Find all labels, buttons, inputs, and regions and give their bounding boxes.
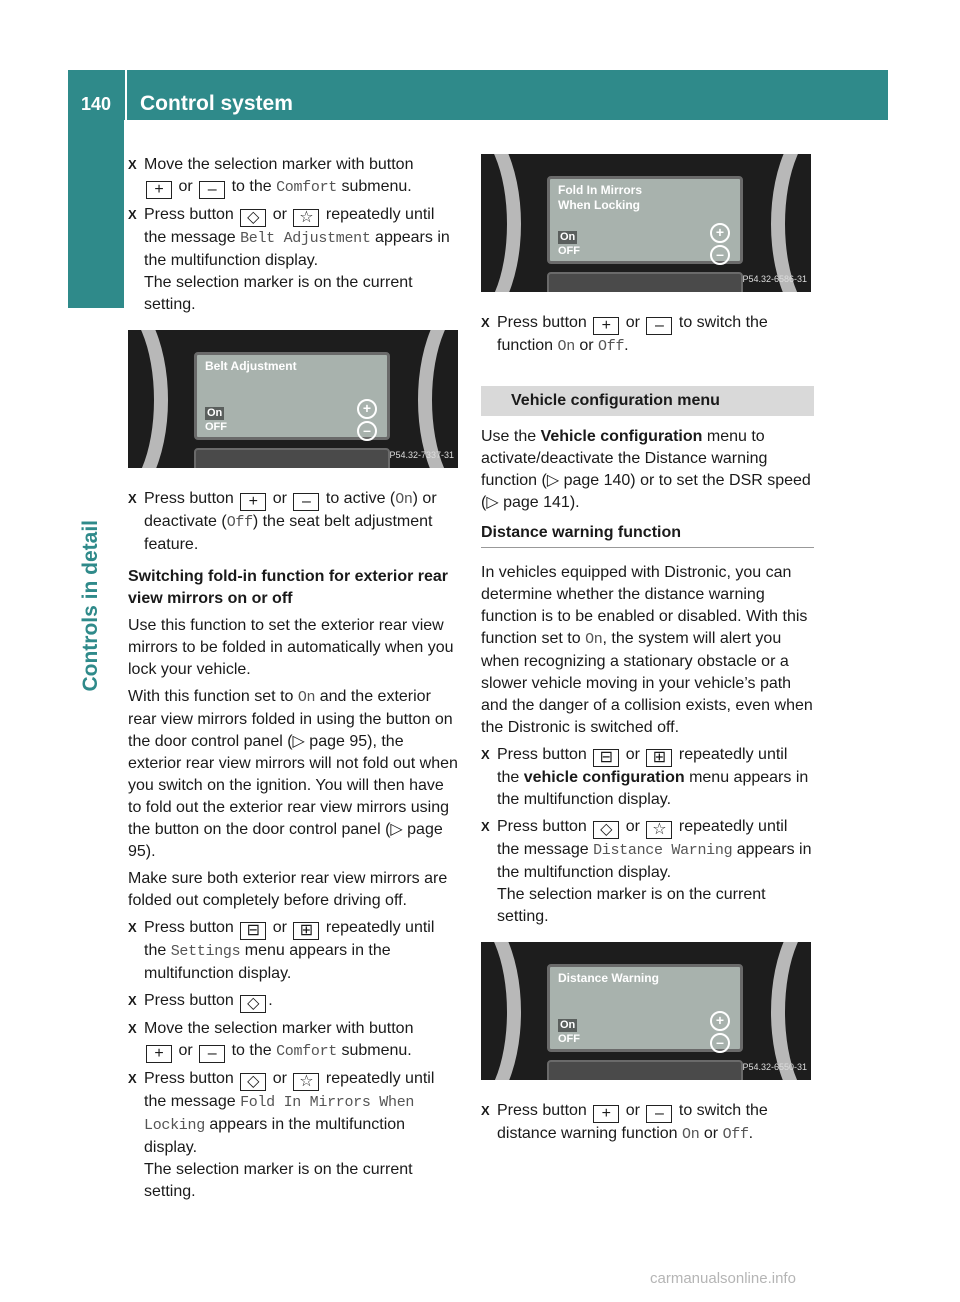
page-title: Control system (140, 92, 293, 115)
step-marker-icon: X (128, 491, 137, 506)
multifunction-display: Belt Adjustment On OFF + – (194, 352, 390, 440)
down-button-icon: ☆ (293, 1073, 319, 1091)
step-marker-icon: X (128, 157, 137, 172)
step: X Move the selection marker with button + or – to the Comfort submenu. (128, 1020, 414, 1062)
step: X Press button ◇ or ☆ repeatedly until the message Fold In Mirrors When Locking appears in the multifunction display. The selection marker is on the current setting. (128, 1070, 435, 1200)
minus-icon: – (710, 1033, 730, 1053)
up-button-icon: ◇ (240, 995, 266, 1013)
minus-icon: – (357, 421, 377, 441)
step-marker-icon: X (128, 993, 137, 1008)
down-button-icon: ☆ (646, 821, 672, 839)
plus-icon: + (357, 399, 377, 419)
side-label: Controls in detail (79, 520, 102, 692)
plus-button-icon: + (593, 317, 619, 335)
plus-button-icon: + (146, 1045, 172, 1063)
step: X Press button ◇ or ☆ repeatedly until the message Belt Adjustment appears in the multifunction display. The selection marker is on the current setting. (128, 206, 450, 313)
header-divider (125, 70, 127, 120)
back-button-icon: ⊟ (240, 922, 266, 940)
step-marker-icon: X (481, 1103, 490, 1118)
step: X Press button ⊟ or ⊞ repeatedly until the Settings menu appears in the multifunction display. (128, 919, 435, 982)
minus-button-icon: – (199, 1045, 225, 1063)
up-button-icon: ◇ (593, 821, 619, 839)
step: X Press button ⊟ or ⊞ repeatedly until the vehicle configuration menu appears in the multifunction display. (481, 746, 809, 808)
step-marker-icon: X (481, 747, 490, 762)
up-button-icon: ◇ (240, 1073, 266, 1091)
side-tab (68, 120, 124, 308)
step-marker-icon: X (481, 315, 490, 330)
sub-heading: Distance warning function (481, 522, 814, 548)
section-heading: Vehicle configuration menu (481, 386, 814, 416)
display-image-mirrors: Fold In Mirrors When Locking On OFF + – P54.32-6586-31 (481, 154, 811, 292)
forward-button-icon: ⊞ (293, 922, 319, 940)
step-marker-icon: X (128, 1071, 137, 1086)
watermark[interactable]: carmanualsonline.info (650, 1270, 796, 1287)
minus-icon: – (710, 245, 730, 265)
step: X Press button + or – to switch the function On or Off. (481, 314, 768, 355)
page-number: 140 (80, 94, 112, 114)
minus-button-icon: – (646, 317, 672, 335)
forward-button-icon: ⊞ (646, 749, 672, 767)
plus-button-icon: + (593, 1105, 619, 1123)
down-button-icon: ☆ (293, 209, 319, 227)
step-marker-icon: X (128, 1021, 137, 1036)
display-image-distance: Distance Warning On OFF + – P54.32-6550-31 (481, 942, 811, 1080)
sub-heading: Switching fold-in function for exterior rear view mirrors on or off (128, 568, 449, 607)
back-button-icon: ⊟ (593, 749, 619, 767)
step: X Move the selection marker with button + or – to the Comfort submenu. (128, 156, 414, 198)
multifunction-display: Distance Warning On OFF + – (547, 964, 743, 1052)
minus-button-icon: – (199, 181, 225, 199)
up-button-icon: ◇ (240, 209, 266, 227)
step-marker-icon: X (128, 920, 137, 935)
plus-icon: + (710, 223, 730, 243)
step: X Press button + or – to active (On) or deactivate (Off) the seat belt adjustment feature. (128, 490, 437, 553)
step-marker-icon: X (128, 207, 137, 222)
step: X Press button ◇ or ☆ repeatedly until the message Distance Warning appears in the multifunction display. The selection marker is on the current setting. (481, 818, 812, 925)
plus-button-icon: + (146, 181, 172, 199)
plus-button-icon: + (240, 493, 266, 511)
step-marker-icon: X (481, 819, 490, 834)
plus-icon: + (710, 1011, 730, 1031)
left-column: X Move the selection marker with button + or – to the Comfort submenu. X Press button ◇ or ☆ repeatedly until the message Belt Adjustment appears in the multifunction display. The selection marker is on the current setting. Belt Adjustment On OFF + – P54.32-7337-31 X Press button + or – to active (On) or deactivate (Off) the seat belt adjustment feature. Switching fold-in function for exterior rear view mirrors on or off Use this function to set the exterior rear view mirrors to be folded in automatically when you lock your vehicle. With this function set to On and the exterior rear view mirrors folded in using the button on the door control panel (▷ page 95), the exterior rear view mirrors will not fold out when you switch on the ignition. You will then have to fold out the exterior rear view mirrors using the button on the door control panel (▷ page 95). Make sure both exterior rear view mirrors are folded out completely before driving off. X Press button ⊟ or ⊞ repeatedly until the Settings menu appears in the multifunction display. X Press button ◇ . X Move the selection marker with button + or – to the Comfort submenu. X Press button ◇ or ☆ repeatedly until the message Fold In Mirrors When Locking appears in the multifunction display. The selection marker is on the current setting. (128, 154, 461, 1208)
display-image-belt: Belt Adjustment On OFF + – P54.32-7337-31 (128, 330, 458, 468)
step: X Press button + or – to switch the distance warning function On or Off. (481, 1102, 768, 1143)
multifunction-display: Fold In Mirrors When Locking On OFF + – (547, 176, 743, 264)
minus-button-icon: – (293, 493, 319, 511)
step: X Press button ◇ . (128, 992, 273, 1012)
minus-button-icon: – (646, 1105, 672, 1123)
right-column: Fold In Mirrors When Locking On OFF + – P54.32-6586-31 X Press button + or – to switch the function On or Off. Vehicle configuration menu Use the Vehicle configuration menu to activate/deactivate the Distance warning function (▷ page 140) or to set the DSR speed (▷ page 141). Distance warning function In vehicles equipped with Distronic, you can determine whether the distance warning function is to be enabled or disabled. With this function set to On, the system will alert you when recognizing a stationary obstacle or a slower vehicle moving in your vehicle’s path and the danger of a collision exists, even when the Distronic is switched off. X Press button ⊟ or ⊞ repeatedly until the vehicle configuration menu appears in the multifunction display. X Press button ◇ or ☆ repeatedly until the message Distance Warning appears in the multifunction display. The selection marker is on the current setting. Distance Warning On OFF + – P54.32-6550-31 X Press button + or – to switch the distance warning function On or Off. (481, 154, 814, 1151)
